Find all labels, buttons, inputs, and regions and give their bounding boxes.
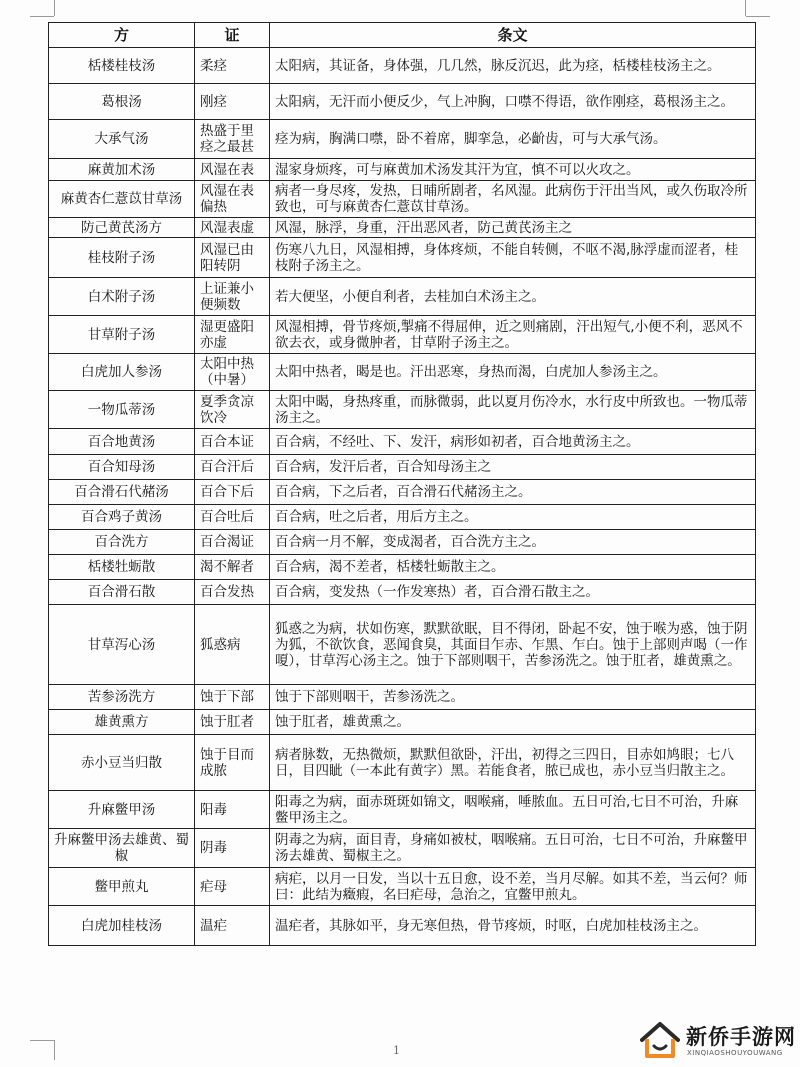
formula-name-cell: 甘草泻心汤 <box>49 605 195 685</box>
syndrome-cell: 百合发热 <box>195 580 270 605</box>
syndrome-cell: 上证兼小便频数 <box>195 278 270 316</box>
table-row <box>49 218 756 238</box>
clause-text-cell: 蚀于肛者，雄黄熏之。 <box>270 710 756 735</box>
table-row <box>49 710 756 735</box>
syndrome-cell: 蚀于肛者 <box>195 710 270 735</box>
syndrome-cell: 百合下后 <box>195 480 270 505</box>
syndrome-cell: 渴不解者 <box>195 555 270 580</box>
formula-name-cell: 升麻鳖甲汤 <box>49 791 195 829</box>
syndrome-cell: 狐惑病 <box>195 605 270 685</box>
table-row <box>49 505 756 530</box>
table-row <box>49 354 756 391</box>
syndrome-cell: 百合渴证 <box>195 530 270 555</box>
formula-name-cell: 雄黄熏方 <box>49 710 195 735</box>
syndrome-cell: 刚痉 <box>195 84 270 120</box>
watermark-name: 新侨手游网 <box>686 1025 796 1049</box>
formula-name-cell: 百合知母汤 <box>49 455 195 480</box>
clause-text-cell: 百合病，下之后者，百合滑石代赭汤主之。 <box>270 480 756 505</box>
clause-text-cell: 病者脉数，无热微烦，默默但欲卧，汗出，初得之三四日，目赤如鸠眼；七八日，目四眦（一本此有黄字）黑。若能食者，脓已成也，赤小豆当归散主之。 <box>270 735 756 791</box>
formula-name-cell: 栝楼牡蛎散 <box>49 555 195 580</box>
formula-name-cell: 麻黄杏仁薏苡甘草汤 <box>49 181 195 218</box>
clause-text-cell: 百合病，不经吐、下、发汗，病形如初者，百合地黄汤主之。 <box>270 429 756 455</box>
house-logo-icon <box>638 1020 682 1060</box>
syndrome-cell: 夏季贪凉饮冷 <box>195 391 270 429</box>
syndrome-cell: 风湿在表偏热 <box>195 181 270 218</box>
table-row <box>49 48 756 84</box>
clause-text-cell: 百合病，吐之后者，用后方主之。 <box>270 505 756 530</box>
syndrome-cell: 风湿在表 <box>195 159 270 181</box>
table-row <box>49 120 756 159</box>
table-row <box>49 580 756 605</box>
formula-name-cell: 百合滑石代赭汤 <box>49 480 195 505</box>
crop-mark-top-left <box>30 16 54 17</box>
syndrome-cell: 柔痉 <box>195 48 270 84</box>
table-row <box>49 605 756 685</box>
table-row <box>49 238 756 278</box>
formula-name-cell: 麻黄加术汤 <box>49 159 195 181</box>
formula-name-cell: 大承气汤 <box>49 120 195 159</box>
clause-text-cell: 太阳病，其证备，身体强，几几然，脉反沉迟，此为痉，栝楼桂枝汤主之。 <box>270 48 756 84</box>
formula-name-cell: 鳖甲煎丸 <box>49 868 195 906</box>
table-row <box>49 906 756 946</box>
formula-name-cell: 百合鸡子黄汤 <box>49 505 195 530</box>
table-row <box>49 735 756 791</box>
clause-text-cell: 太阳病，无汗而小便反少，气上冲胸，口噤不得语，欲作刚痉，葛根汤主之。 <box>270 84 756 120</box>
syndrome-cell: 蚀于下部 <box>195 685 270 710</box>
syndrome-cell: 百合吐后 <box>195 505 270 530</box>
formula-name-cell: 桂枝附子汤 <box>49 238 195 278</box>
clause-text-cell: 伤寒八九日，风湿相搏，身体疼烦，不能自转侧，不呕不渴,脉浮虚而涩者，桂枝附子汤主之。 <box>270 238 756 278</box>
clause-text-cell: 病疟，以月一日发，当以十五日愈，设不差，当月尽解。如其不差，当云何？师曰：此结为癥瘕，名曰疟母，急治之，宜鳖甲煎丸。 <box>270 868 756 906</box>
formula-name-cell: 葛根汤 <box>49 84 195 120</box>
syndrome-cell: 疟母 <box>195 868 270 906</box>
table-row <box>49 391 756 429</box>
formula-name-cell: 苦参汤洗方 <box>49 685 195 710</box>
clause-text-cell: 百合病一月不解，变成渴者，百合洗方主之。 <box>270 530 756 555</box>
formula-name-cell: 白虎加桂枝汤 <box>49 906 195 946</box>
syndrome-cell: 阴毒 <box>195 829 270 868</box>
formula-name-cell: 百合滑石散 <box>49 580 195 605</box>
formula-table <box>48 22 756 946</box>
syndrome-cell: 湿更盛阳亦虚 <box>195 316 270 354</box>
clause-text-cell: 蚀于下部则咽干，苦参汤洗之。 <box>270 685 756 710</box>
table-row <box>49 316 756 354</box>
clause-text-cell: 太阳中暍，身热疼重，而脉微弱，此以夏月伤冷水，水行皮中所致也。一物瓜蒂汤主之。 <box>270 391 756 429</box>
formula-name-cell: 甘草附子汤 <box>49 316 195 354</box>
table-row <box>49 791 756 829</box>
table-row <box>49 555 756 580</box>
formula-name-cell: 白虎加人参汤 <box>49 354 195 391</box>
formula-name-cell: 栝楼桂枝汤 <box>49 48 195 84</box>
syndrome-cell: 阳毒 <box>195 791 270 829</box>
syndrome-cell: 百合汗后 <box>195 455 270 480</box>
clause-text-cell: 百合病，渴不差者，栝楼牡蛎散主之。 <box>270 555 756 580</box>
syndrome-cell: 热盛于里痉之最甚 <box>195 120 270 159</box>
syndrome-cell: 风湿表虚 <box>195 218 270 238</box>
crop-mark-top-left <box>54 0 55 16</box>
syndrome-cell: 太阳中热（中暑） <box>195 354 270 391</box>
table-row <box>49 829 756 868</box>
formula-name-cell: 防己黄芪汤方 <box>49 218 195 238</box>
clause-text-cell: 百合病，变发热（一作发寒热）者，百合滑石散主之。 <box>270 580 756 605</box>
site-watermark <box>638 1018 798 1064</box>
formula-name-cell: 升麻鳖甲汤去雄黄、蜀椒 <box>49 829 195 868</box>
clause-text-cell: 病者一身尽疼，发热，日晡所剧者，名风湿。此病伤于汗出当风，或久伤取冷所致也，可与麻黄杏仁薏苡甘草汤。 <box>270 181 756 218</box>
crop-mark-bottom-left <box>30 1040 54 1041</box>
clause-text-cell: 阴毒之为病，面目青，身痛如被杖，咽喉痛。五日可治，七日不可治，升麻鳖甲汤去雄黄、蜀椒主之。 <box>270 829 756 868</box>
syndrome-cell: 百合本证 <box>195 429 270 455</box>
syndrome-cell: 风湿已由阳转阴 <box>195 238 270 278</box>
clause-text-cell: 若大便坚，小便自利者，去桂加白术汤主之。 <box>270 278 756 316</box>
clause-text-cell: 狐惑之为病，状如伤寒，默默欲眠，目不得闭，卧起不安，蚀于喉为惑，蚀于阴为狐，不欲饮食，恶闻食臭，其面目乍赤、乍黑、乍白。蚀于上部则声喝（一作嗄），甘草泻心汤主之。蚀于下部则咽干，苦参汤洗之。蚀于肛者，雄黄熏之。 <box>270 605 756 685</box>
crop-mark-top-right <box>746 16 770 17</box>
formula-name-cell: 白术附子汤 <box>49 278 195 316</box>
clause-text-cell: 风湿相搏，骨节疼烦,掣痛不得屈伸，近之则痛剧，汗出短气,小便不利，恶风不欲去衣，或身微肿者，甘草附子汤主之。 <box>270 316 756 354</box>
table-row <box>49 868 756 906</box>
table-row <box>49 480 756 505</box>
clause-text-cell: 百合病，发汗后者，百合知母汤主之 <box>270 455 756 480</box>
table-row <box>49 278 756 316</box>
formula-name-cell: 一物瓜蒂汤 <box>49 391 195 429</box>
formula-name-cell: 赤小豆当归散 <box>49 735 195 791</box>
table-row <box>49 685 756 710</box>
header-tiaowen: 条文 <box>270 23 756 48</box>
header-zheng: 证 <box>195 23 270 48</box>
table-row <box>49 84 756 120</box>
table-row <box>49 159 756 181</box>
syndrome-cell: 温疟 <box>195 906 270 946</box>
page-number: 1 <box>393 1044 400 1057</box>
clause-text-cell: 温疟者，其脉如平，身无寒但热，骨节疼烦，时呕，白虎加桂枝汤主之。 <box>270 906 756 946</box>
crop-mark-bottom-left <box>54 1040 55 1060</box>
formula-name-cell: 百合地黄汤 <box>49 429 195 455</box>
header-fang: 方 <box>49 23 195 48</box>
watermark-subtitle: XINQIAOSHOUYOUWANG <box>687 1049 783 1057</box>
clause-text-cell: 痉为病，胸满口噤，卧不着席，脚挛急，必齘齿，可与大承气汤。 <box>270 120 756 159</box>
table-row <box>49 455 756 480</box>
clause-text-cell: 太阳中热者，暍是也。汗出恶寒，身热而渴，白虎加人参汤主之。 <box>270 354 756 391</box>
clause-text-cell: 阳毒之为病，面赤斑斑如锦文，咽喉痛，唾脓血。五日可治,七日不可治，升麻鳖甲汤主之。 <box>270 791 756 829</box>
crop-mark-top-right <box>745 0 746 16</box>
table-header-row <box>49 23 756 48</box>
clause-text-cell: 湿家身烦疼，可与麻黄加术汤发其汗为宜，慎不可以火攻之。 <box>270 159 756 181</box>
formula-name-cell: 百合洗方 <box>49 530 195 555</box>
table-row <box>49 429 756 455</box>
table-row <box>49 530 756 555</box>
table-row <box>49 181 756 218</box>
syndrome-cell: 蚀于目而成脓 <box>195 735 270 791</box>
clause-text-cell: 风湿，脉浮，身重，汗出恶风者，防己黄芪汤主之 <box>270 218 756 238</box>
